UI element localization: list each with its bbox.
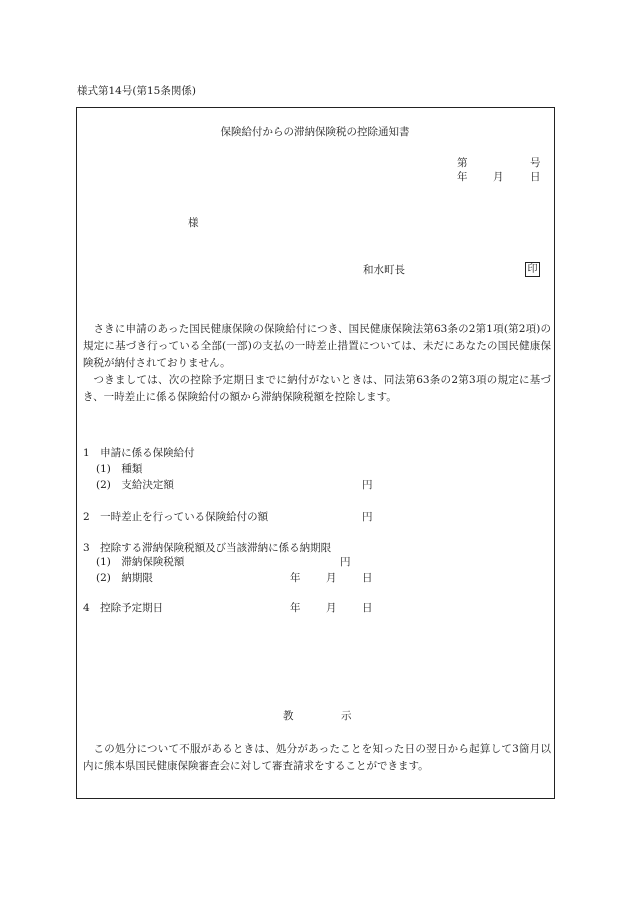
item-3-sub-2: (2) 納期限 (96, 572, 153, 584)
item-3-sub-1-unit: 円 (340, 556, 351, 568)
item-4-label: 4 控除予定期日 (83, 602, 164, 614)
body-paragraph-1: さきに申請のあった国民健康保険の保険給付につき、国民健康保険法第63条の2第1項(第2項)の規定に基づき行っている全部(一部)の支払の一時差止措置については、未だにあなたの国民健康保険税が納付されておりません。 (83, 323, 551, 369)
addressee-suffix: 様 (188, 217, 199, 229)
item-3-sub-1: (1) 滞納保険税額 (96, 556, 185, 568)
instruction-heading-left: 教 (283, 710, 294, 722)
item-3-month: 月 (326, 572, 337, 584)
item-3-day: 日 (362, 572, 373, 584)
item-1-sub-2-unit: 円 (362, 479, 373, 491)
date-month: 月 (493, 171, 504, 183)
seal-box (525, 262, 540, 277)
item-3-label: 3 控除する滞納保険税額及び当該滞納に係る納期限 (83, 542, 332, 554)
item-3-year: 年 (290, 572, 301, 584)
item-2-unit: 円 (362, 511, 373, 523)
item-4-month: 月 (326, 602, 337, 614)
doc-number-suffix: 号 (530, 157, 541, 169)
item-1-label: 1 申請に係る保険給付 (83, 447, 195, 459)
doc-number-prefix: 第 (457, 157, 468, 169)
instruction-heading-right: 示 (341, 710, 352, 722)
body-paragraph-2: つきましては、次の控除予定期日までに納付がないときは、同法第63条の2第3項の規定に基づき、一時差止に係る保険給付の額から滞納保険税額を控除します。 (83, 374, 551, 403)
issuer-name: 和水町長 (363, 264, 405, 276)
form-number: 様式第14号(第15条関係) (77, 85, 196, 97)
item-4-day: 日 (362, 602, 373, 614)
item-4-year: 年 (290, 602, 301, 614)
item-1-sub-1: (1) 種類 (96, 463, 143, 475)
document-title: 保険給付からの滞納保険税の控除通知書 (220, 126, 410, 138)
instruction-text: この処分について不服があるときは、処分があったことを知った日の翌日から起算して3箇月以内に熊本県国民健康保険審査会に対して審査請求をすることができます。 (83, 743, 551, 772)
item-2-label: 2 一時差止を行っている保険給付の額 (83, 511, 269, 523)
date-year: 年 (457, 171, 468, 183)
seal-mark: 印 (527, 263, 538, 275)
item-1-sub-2: (2) 支給決定額 (96, 479, 174, 491)
date-day: 日 (530, 171, 541, 183)
